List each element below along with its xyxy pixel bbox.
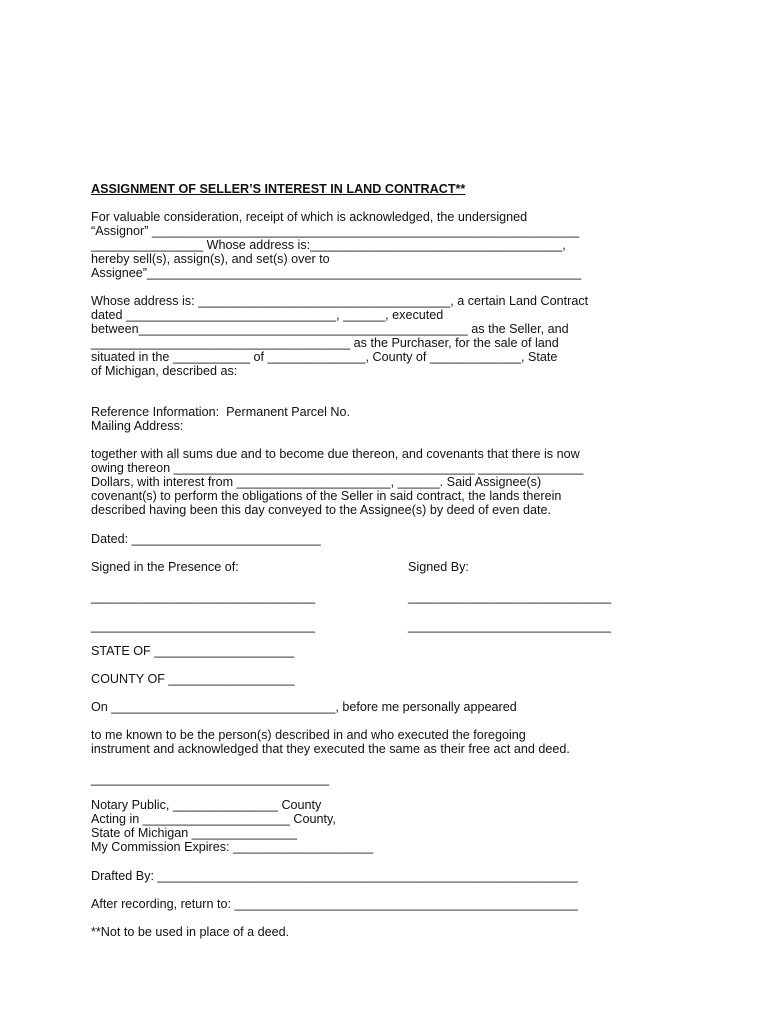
para1-line: For valuable consideration, receipt of which is acknowledged, the undersigned bbox=[91, 210, 528, 224]
para2-line: between_______________________________________________ as the Seller, and bbox=[91, 322, 569, 336]
para3-line: described having been this day conveyed to the Assignee(s) by deed of even date. bbox=[91, 503, 551, 517]
signed-presence-label: Signed in the Presence of: bbox=[91, 560, 239, 574]
state-of-field: STATE OF ____________________ bbox=[91, 644, 295, 658]
notary-line: Acting in _____________________ County, bbox=[91, 812, 336, 826]
mailing-address: Mailing Address: bbox=[91, 419, 184, 433]
notary-line: Notary Public, _______________ County bbox=[91, 798, 322, 812]
para1-line: “Assignor” _____________________________________________________________ bbox=[91, 224, 580, 238]
signer-signature-line: _____________________________ bbox=[408, 619, 612, 633]
footnote: **Not to be used in place of a deed. bbox=[91, 925, 290, 939]
witness-signature-line: ________________________________ bbox=[91, 619, 316, 633]
para3-line: Dollars, with interest from ______________________, ______. Said Assignee(s) bbox=[91, 475, 542, 489]
para3-line: covenant(s) to perform the obligations of the Seller in said contract, the lands therein bbox=[91, 489, 562, 503]
para2-line: situated in the ___________ of ______________, County of _____________, State bbox=[91, 350, 558, 364]
county-of-field: COUNTY OF __________________ bbox=[91, 672, 295, 686]
para3-line: owing thereon ___________________________________________ _______________ bbox=[91, 461, 584, 475]
notary-line: State of Michigan _______________ bbox=[91, 826, 297, 840]
para3-line: together with all sums due and to become due thereon, and covenants that there is now bbox=[91, 447, 580, 461]
para1-line: hereby sell(s), assign(s), and set(s) over to bbox=[91, 252, 330, 266]
document-title: ASSIGNMENT OF SELLER’S INTEREST IN LAND CONTRACT** bbox=[91, 182, 466, 196]
para2-line: dated ______________________________, ______, executed bbox=[91, 308, 444, 322]
para1-line: Assignee”______________________________________________________________ bbox=[91, 266, 582, 280]
signed-by-label: Signed By: bbox=[408, 560, 469, 574]
notary-signature-line: __________________________________ bbox=[91, 772, 330, 786]
acknowledgment-line: to me known to be the person(s) described in and who executed the foregoing bbox=[91, 728, 526, 742]
dated-field: Dated: ___________________________ bbox=[91, 532, 321, 546]
on-date-line: On ________________________________, before me personally appeared bbox=[91, 700, 517, 714]
para2-line: _____________________________________ as the Purchaser, for the sale of land bbox=[91, 336, 559, 350]
para1-line: ________________ Whose address is:____________________________________, bbox=[91, 238, 566, 252]
para2-line: of Michigan, described as: bbox=[91, 364, 238, 378]
reference-info: Reference Information: Permanent Parcel No. bbox=[91, 405, 350, 419]
return-to-field: After recording, return to: _________________________________________________ bbox=[91, 897, 578, 911]
acknowledgment-line: instrument and acknowledged that they executed the same as their free act and deed. bbox=[91, 742, 570, 756]
para2-line: Whose address is: ____________________________________, a certain Land Contract bbox=[91, 294, 589, 308]
drafted-by-field: Drafted By: ____________________________________________________________ bbox=[91, 869, 578, 883]
witness-signature-line: ________________________________ bbox=[91, 590, 316, 604]
signer-signature-line: _____________________________ bbox=[408, 590, 612, 604]
notary-line: My Commission Expires: ____________________ bbox=[91, 840, 374, 854]
